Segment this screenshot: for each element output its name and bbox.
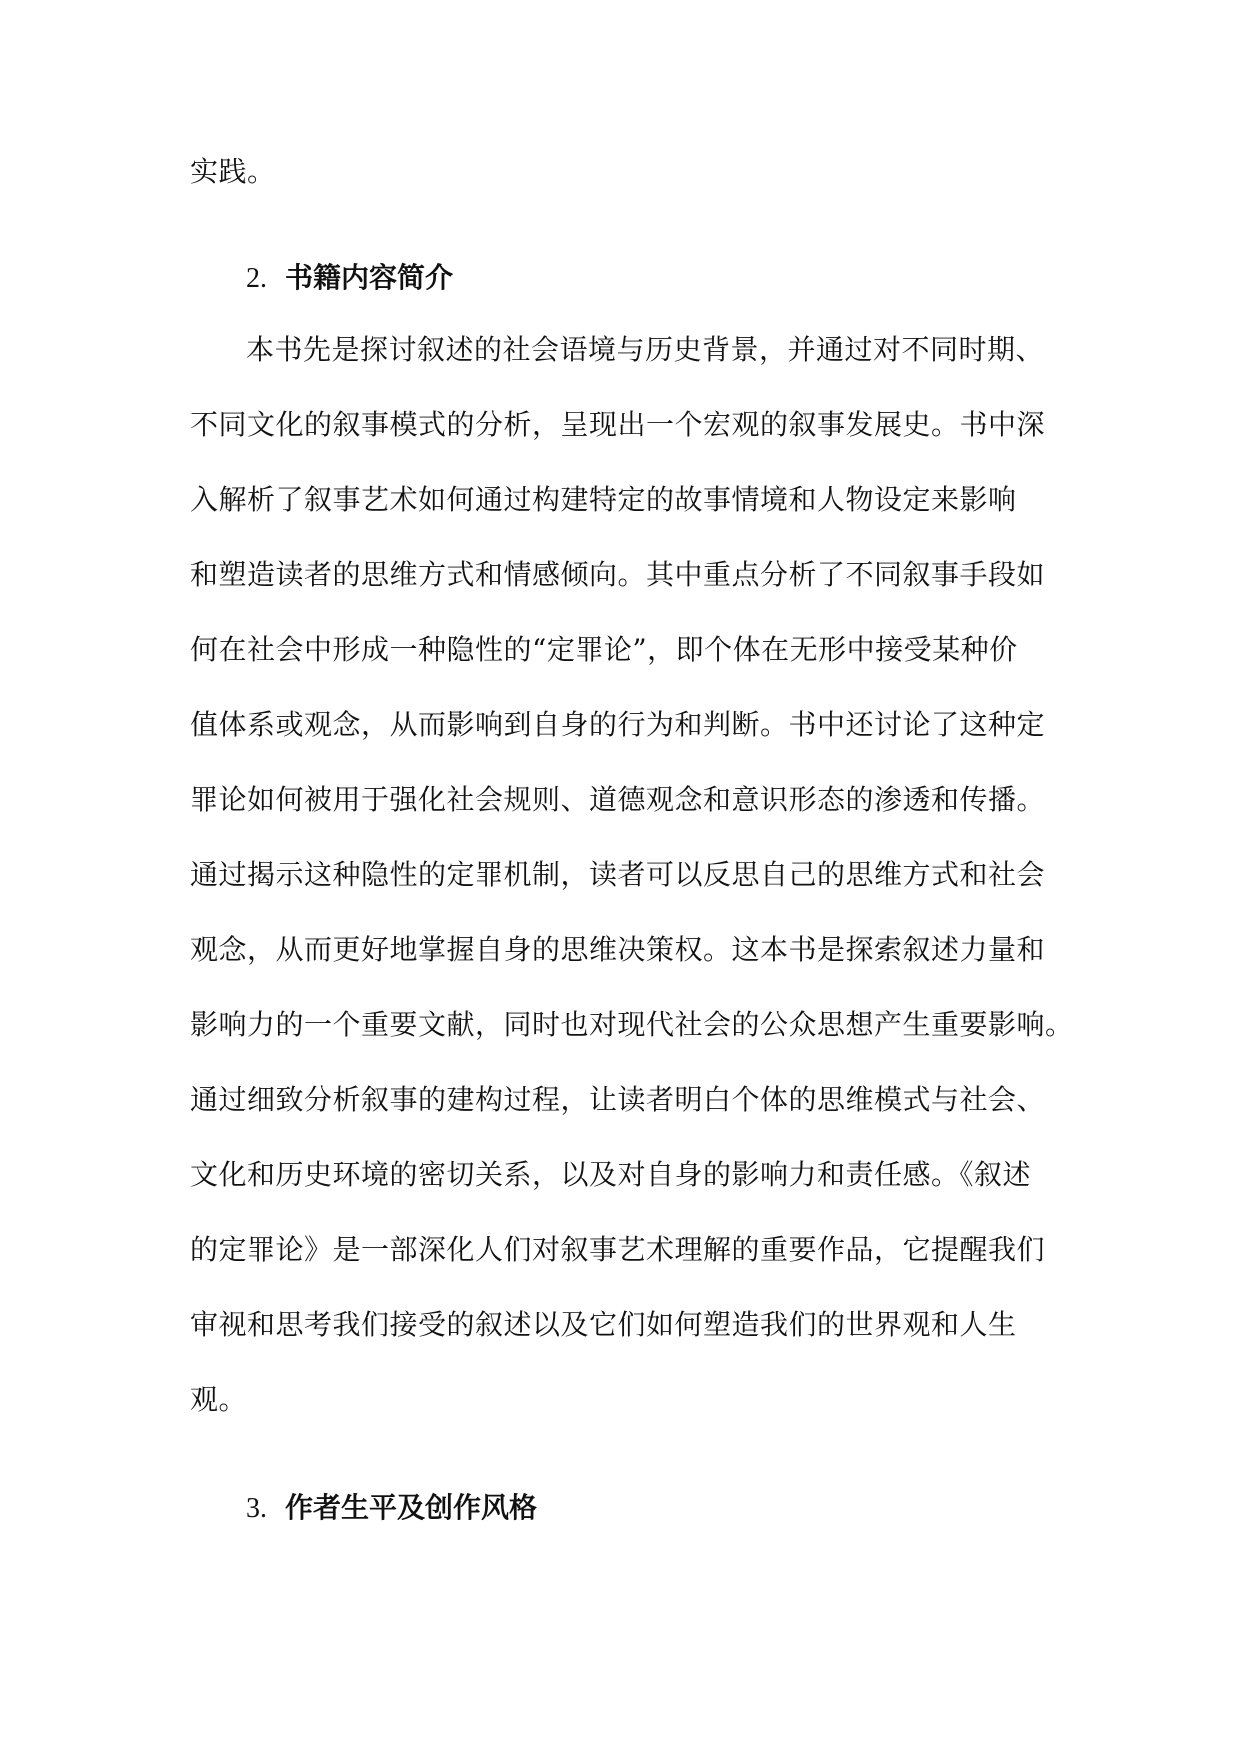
paragraph-line: 观念，从而更好地掌握自身的思维决策权。这本书是探索叙述力量和: [190, 933, 1046, 966]
paragraph-line: 通过揭示这种隐性的定罪机制，读者可以反思自己的思维方式和社会: [190, 858, 1046, 891]
paragraph-line: 影响力的一个重要文献，同时也对现代社会的公众思想产生重要影响。: [190, 1008, 1074, 1041]
section-2-number: 2.: [246, 263, 267, 294]
paragraph-line: 的定罪论》是一部深化人们对叙事艺术理解的重要作品，它提醒我们: [190, 1233, 1046, 1266]
paragraph-line: 值体系或观念，从而影响到自身的行为和判断。书中还讨论了这种定: [190, 708, 1046, 741]
paragraph-line: 观。: [190, 1383, 248, 1416]
paragraph-line: 文化和历史环境的密切关系，以及对自身的影响力和责任感。《叙述: [190, 1158, 1032, 1191]
paragraph-line: 本书先是探讨叙述的社会语境与历史背景，并通过对不同时期、: [246, 333, 1045, 366]
paragraph-line: 审视和思考我们接受的叙述以及它们如何塑造我们的世界观和人生: [190, 1308, 1017, 1341]
paragraph-line: 入解析了叙事艺术如何通过构建特定的故事情境和人物设定来影响: [190, 483, 1017, 516]
paragraph-line: 罪论如何被用于强化社会规则、道德观念和意识形态的渗透和传播。: [190, 783, 1046, 816]
paragraph-line: 不同文化的叙事模式的分析，呈现出一个宏观的叙事发展史。书中深: [190, 408, 1046, 441]
section-2-title: 书籍内容简介: [285, 261, 454, 294]
section-3-heading: [246, 1488, 537, 1529]
section-3-number: 3.: [246, 1493, 267, 1524]
paragraph-line: 和塑造读者的思维方式和情感倾向。其中重点分析了不同叙事手段如: [190, 558, 1046, 591]
paragraph-line: 何在社会中形成一种隐性的“定罪论”，即个体在无形中接受某种价: [190, 633, 1018, 666]
section-2-heading: [246, 258, 453, 299]
intro-line: 实践。: [190, 155, 276, 188]
paragraph-line: 通过细致分析叙事的建构过程，让读者明白个体的思维模式与社会、: [190, 1083, 1046, 1116]
section-3-title: 作者生平及创作风格: [285, 1491, 538, 1524]
